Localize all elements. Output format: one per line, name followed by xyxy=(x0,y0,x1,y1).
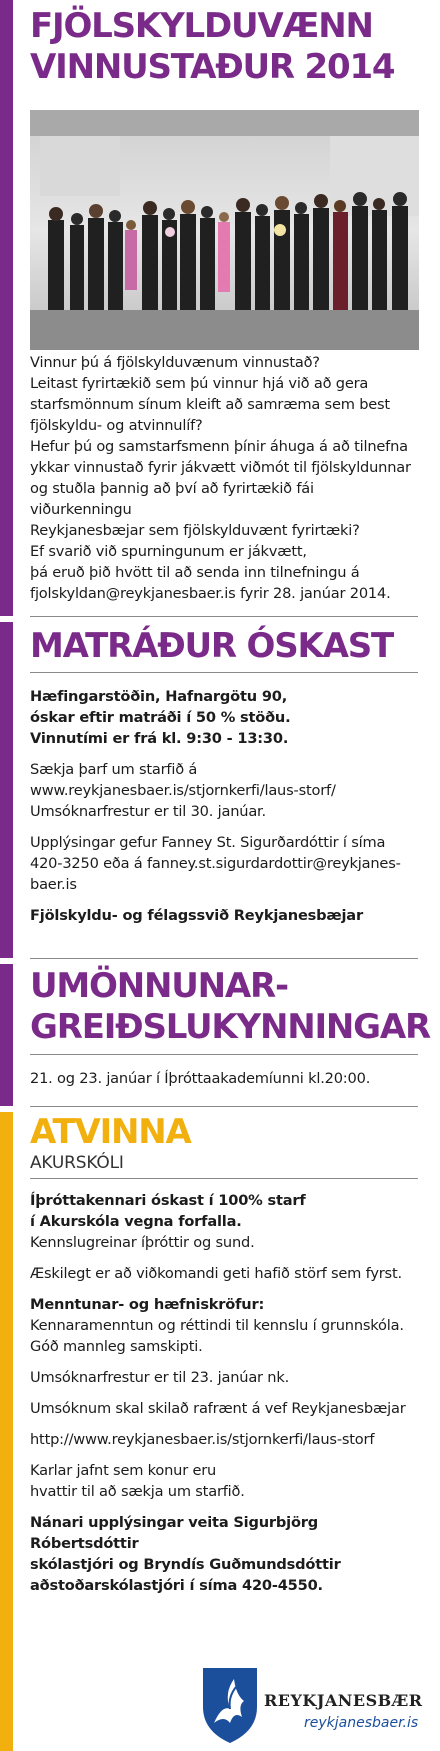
info-line: 420-3250 eða á fanney.st.sigurdardottir@reykjanes- xyxy=(30,855,401,872)
divider xyxy=(30,616,418,617)
body-line: Reykjanesbæjar sem fjölskylduvænt fyrirtæki? xyxy=(30,522,360,539)
event-text: 21. og 23. janúar í Íþróttaakademíunni kl.20:00. xyxy=(30,1070,371,1087)
section-subtitle: AKURSKÓLI xyxy=(30,1153,124,1173)
logo-name: REYKJANESBÆR xyxy=(264,1691,423,1710)
job-line: Hæfingarstöðin, Hafnargötu 90, xyxy=(30,688,288,705)
section-title: ATVINNA xyxy=(30,1112,191,1152)
job-line: Vinnutími er frá kl. 9:30 - 13:30. xyxy=(30,730,289,747)
deadline: Umsóknarfrestur er til 23. janúar nk. xyxy=(30,1369,290,1386)
apply-line: Sækja þarf um starfið á xyxy=(30,761,198,778)
divider xyxy=(30,1178,418,1179)
section-umonnunar xyxy=(30,966,430,1048)
section-matradur xyxy=(30,626,418,667)
title-line-1: FJÖLSKYLDUVÆNN xyxy=(30,6,373,46)
divider xyxy=(30,1106,418,1107)
section-accent-bar xyxy=(0,964,13,1106)
logo-url: reykjanesbaer.is xyxy=(304,1715,419,1731)
email-line: fjolskyldan@reykjanesbaer.is fyrir 28. janúar 2014. xyxy=(30,585,391,602)
reykjanesbaer-logo xyxy=(200,1665,423,1745)
divider xyxy=(30,672,418,673)
contact-line: skólastjóri og Bryndís Guðmundsdóttir xyxy=(30,1556,341,1573)
title-line-2: GREIÐSLUKYNNINGAR xyxy=(30,1007,430,1047)
body-line: fjölskyldu- og atvinnulíf? xyxy=(30,417,203,434)
contact-line: aðstoðarskólastjóri í síma 420-4550. xyxy=(30,1577,323,1594)
equal-line: hvattir til að sækja um starfið. xyxy=(30,1483,245,1500)
job-line: óskar eftir matráði í 50 % stöðu. xyxy=(30,709,291,726)
section-atvinna xyxy=(30,1112,418,1173)
reykjanesbaer-crest-icon xyxy=(200,1665,260,1745)
group-photo-icon xyxy=(30,110,419,350)
intro-line: í Akurskóla vegna forfalla. xyxy=(30,1213,242,1230)
apply-deadline: Umsóknarfrestur er til 30. janúar. xyxy=(30,803,266,820)
group-photo xyxy=(30,110,419,350)
section2-body xyxy=(30,686,418,926)
requirements-heading: Menntunar- og hæfniskröfur: xyxy=(30,1296,265,1313)
info-line: Upplýsingar gefur Fanney St. Sigurðardóttir í síma xyxy=(30,834,386,851)
title-line-1: UMÖNNUNAR- xyxy=(30,966,288,1006)
body-line: starfsmönnum sínum kleift að samræma sem best xyxy=(30,396,390,413)
body-line: Hefur þú og samstarfsmenn þínir áhuga á að tilnefna xyxy=(30,438,408,455)
section4-body xyxy=(30,1190,418,1596)
apply-url: www.reykjanesbaer.is/stjornkerfi/laus-storf/ xyxy=(30,782,336,799)
section-accent-bar xyxy=(0,0,13,616)
equal-line: Karlar jafnt sem konur eru xyxy=(30,1462,217,1479)
apply-text: Umsóknum skal skilað rafrænt á vef Reykjanesbæjar xyxy=(30,1400,406,1417)
body-line: þá eruð þið hvött til að senda inn tilnefningu á xyxy=(30,564,360,581)
intro-line: Íþróttakennari óskast í 100% starf xyxy=(30,1192,306,1209)
contact-line: Nánari upplýsingar veita Sigurbjörg Róbertsdóttir xyxy=(30,1514,319,1552)
subjects: Kennslugreinar íþróttir og sund. xyxy=(30,1234,255,1251)
apply-url: http://www.reykjanesbaer.is/stjornkerfi/laus-storf xyxy=(30,1431,375,1448)
section1-body xyxy=(30,352,418,604)
body-line: Leitast fyrirtækið sem þú vinnur hjá við að gera xyxy=(30,375,369,392)
body-line: ykkar vinnustað fyrir jákvætt viðmót til fjölskyldunnar xyxy=(30,459,411,476)
divider xyxy=(30,958,418,959)
body-line: og stuðla þannig að því að fyrirtækið fái viðurkenningu xyxy=(30,480,314,518)
info-line: baer.is xyxy=(30,876,77,893)
section-accent-bar xyxy=(0,622,13,958)
requirement-line: Kennaramenntun og réttindi til kennslu í grunnskóla. xyxy=(30,1317,404,1334)
requirement-line: Góð mannleg samskipti. xyxy=(30,1338,203,1355)
title-line-2: VINNUSTAÐUR 2014 xyxy=(30,47,395,87)
body-line: Ef svarið við spurningunum er jákvætt, xyxy=(30,543,307,560)
section-accent-bar xyxy=(0,1112,13,1751)
section-fjolskylduvaenn xyxy=(30,6,418,88)
section-title: MATRÁÐUR ÓSKAST xyxy=(30,626,394,666)
divider xyxy=(30,1054,418,1055)
body-line: Vinnur þú á fjölskylduvænum vinnustað? xyxy=(30,354,320,371)
section3-body xyxy=(30,1068,418,1089)
start-text: Æskilegt er að viðkomandi geti hafið störf sem fyrst. xyxy=(30,1265,402,1282)
signature: Fjölskyldu- og félagssvið Reykjanesbæjar xyxy=(30,907,363,924)
